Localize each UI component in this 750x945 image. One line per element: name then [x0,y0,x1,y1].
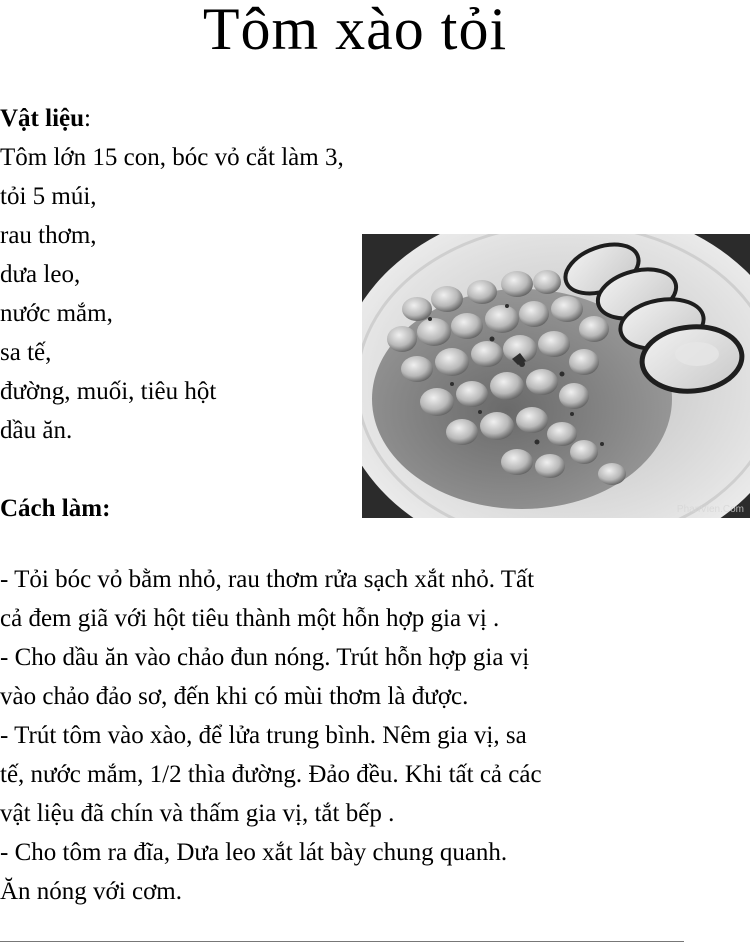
ingredients-section [0,99,344,450]
ingredient-item: sa tế, [0,339,52,366]
ingredient-item: dưa leo, [0,261,81,288]
ingredient-item: nước mắm, [0,300,113,327]
ingredients-heading: Vật liệu [0,105,85,132]
ingredient-item: dầu ăn. [0,417,73,444]
method-steps [0,560,542,911]
method-line: Ăn nóng với cơm. [0,878,182,905]
method-line: vào chảo đảo sơ, đến khi có mùi thơm là được. [0,683,469,710]
method-line: cả đem giã với hột tiêu thành một hỗn hợp gia vị . [0,605,500,632]
ingredient-item: rau thơm, [0,222,97,249]
ingredient-item: tỏi 5 múi, [0,183,97,210]
method-heading: Cách làm: [0,495,111,522]
method-line: - Tỏi bóc vỏ bằm nhỏ, rau thơm rửa sạch xắt nhỏ. Tất [0,566,535,593]
method-line: vật liệu đã chín và thấm gia vị, tắt bếp . [0,800,395,827]
bottom-divider [0,941,684,942]
photo-watermark: PhanVien.Com [676,504,744,515]
method-line: - Cho tôm ra đĩa, Dưa leo xắt lát bày chung quanh. [0,839,508,866]
ingredients-heading-colon: : [84,105,91,132]
ingredients-heading-line [0,99,344,138]
method-line: - Cho dầu ăn vào chảo đun nóng. Trút hỗn hợp gia vị [0,644,530,671]
dish-photo-illustration [362,234,750,518]
method-line: tế, nước mắm, 1/2 thìa đường. Đảo đều. Khi tất cả các [0,761,542,788]
recipe-title: Tôm xào tỏi [202,0,508,62]
ingredient-item: Tôm lớn 15 con, bóc vỏ cắt làm 3, [0,144,344,171]
method-section-heading [0,489,110,528]
dish-photo [362,234,750,518]
method-line: - Trút tôm vào xào, để lửa trung bình. Nêm gia vị, sa [0,722,527,749]
ingredient-item: đường, muối, tiêu hột [0,378,217,405]
